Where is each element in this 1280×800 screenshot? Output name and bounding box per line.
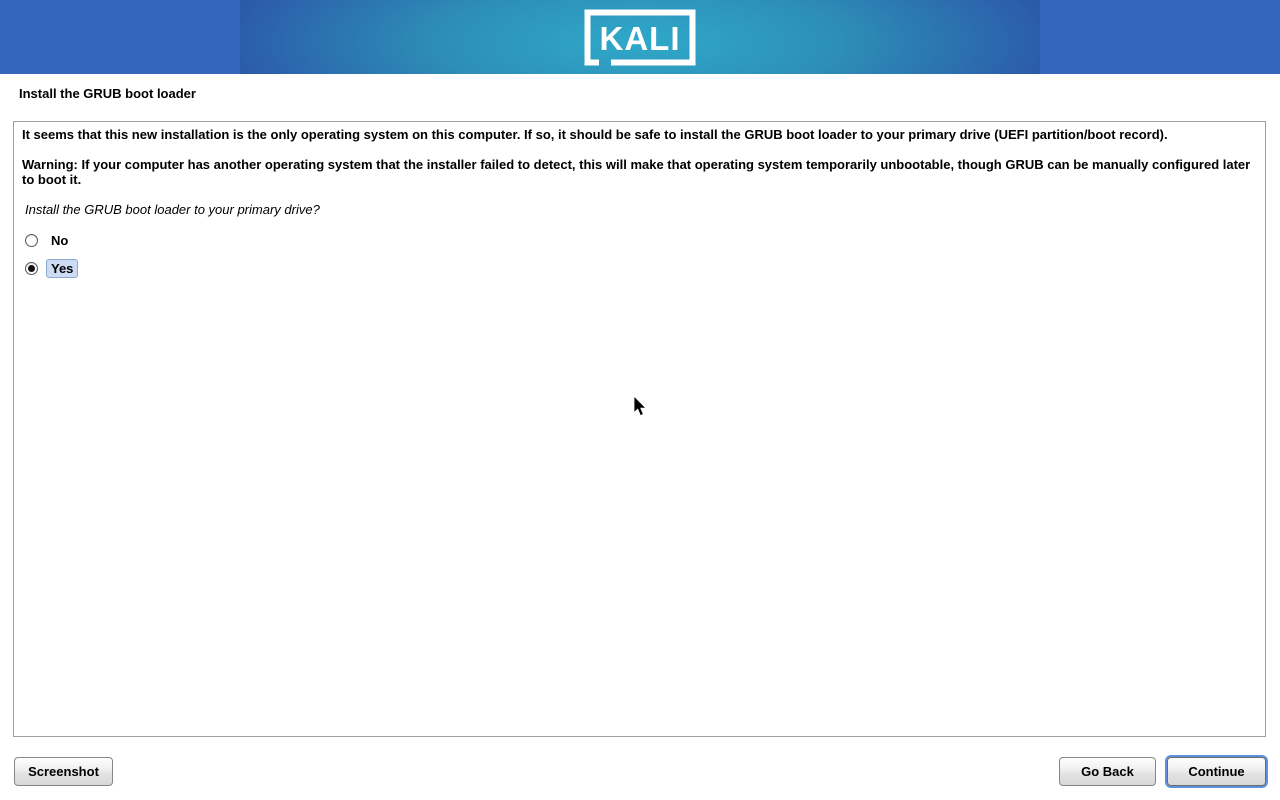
mouse-cursor-icon [634,396,647,417]
question-label: Install the GRUB boot loader to your primary drive? [25,202,320,217]
content-panel [13,121,1266,737]
top-banner [0,0,1280,74]
kali-logo-text: KALI [599,20,681,57]
radio-option-yes[interactable] [25,254,1257,282]
radio-button-yes[interactable] [25,262,38,275]
radio-label-yes[interactable]: Yes [46,259,78,278]
radio-button-no[interactable] [25,234,38,247]
radio-option-no[interactable] [25,226,1257,254]
go-back-button[interactable]: Go Back [1059,757,1156,786]
screenshot-button[interactable]: Screenshot [14,757,113,786]
info-paragraph: It seems that this new installation is the only operating system on this computer. If so, it should be safe to install the GRUB boot loader to your primary drive (UEFI partition/boot record). [22,127,1168,142]
kali-logo [584,9,696,66]
warning-paragraph: Warning: If your computer has another operating system that the installer failed to detect, this will make that operating system temporarily unbootable, though GRUB can be manually configured later to boot it. [22,157,1251,187]
page-title: Install the GRUB boot loader [19,86,196,101]
continue-button[interactable]: Continue [1167,757,1266,786]
radio-label-no[interactable]: No [51,232,69,248]
